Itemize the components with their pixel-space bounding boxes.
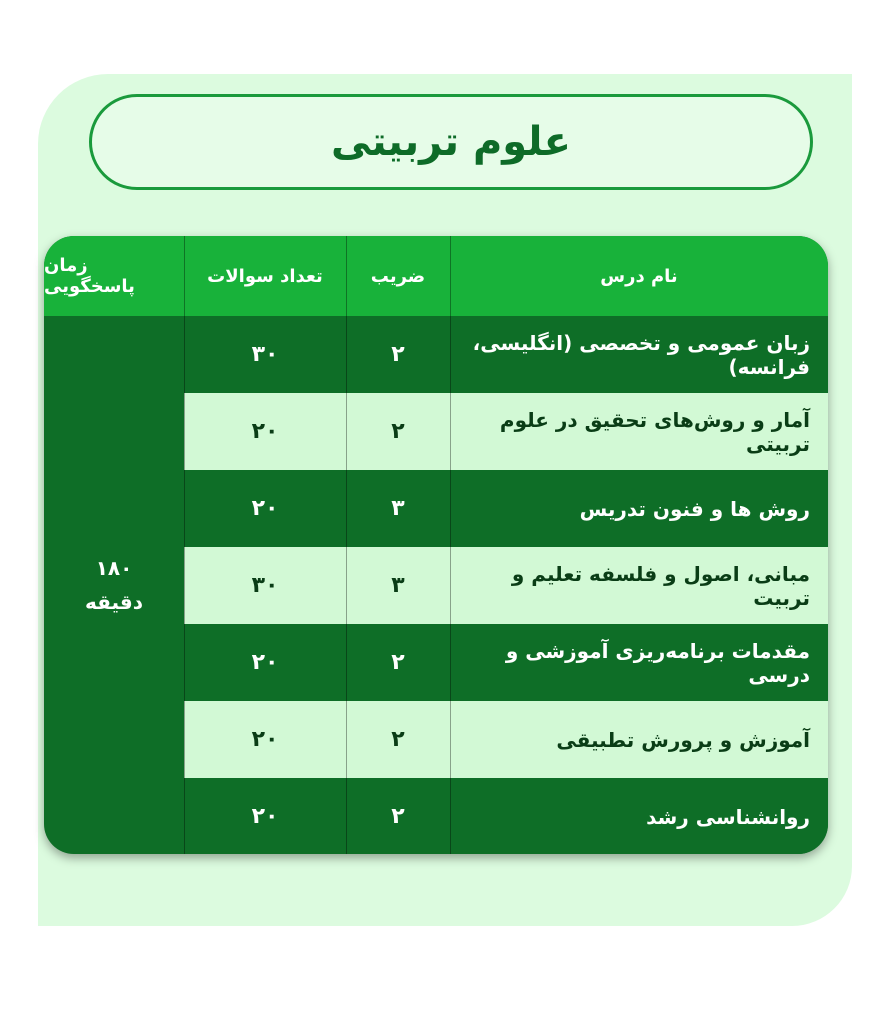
- header-count: تعداد سوالات: [207, 265, 323, 287]
- header-time: زمان پاسخگویی: [44, 255, 135, 297]
- course-name: آموزش و پرورش تطبیقی: [556, 727, 810, 752]
- course-coefficient: ۲: [391, 650, 405, 675]
- table-row: [184, 778, 828, 854]
- table-row: [184, 701, 828, 778]
- time-unit: دقیقه: [84, 590, 144, 614]
- table-row: [184, 470, 828, 547]
- question-count: ۲۰: [251, 496, 279, 521]
- question-count: ۲۰: [251, 650, 279, 675]
- course-name: روانشناسی رشد: [646, 804, 810, 829]
- course-name: آمار و روش‌های تحقیق در علوم تربیتی: [499, 407, 810, 456]
- question-count: ۳۰: [251, 573, 279, 598]
- table-row: [184, 316, 828, 393]
- column-divider: [184, 236, 185, 854]
- table-row: [184, 393, 828, 470]
- page-title: علوم تربیتی: [330, 119, 572, 165]
- course-coefficient: ۲: [391, 342, 405, 367]
- table-row: [184, 547, 828, 624]
- course-name: روش ها و فنون تدریس: [579, 496, 810, 521]
- time-cell: [44, 316, 184, 854]
- course-name: مبانی، اصول و فلسفه تعلیم و تربیت: [511, 561, 810, 610]
- title-box: [89, 94, 813, 190]
- column-divider: [346, 236, 347, 854]
- course-coefficient: ۳: [391, 573, 405, 598]
- time-value: ۱۸۰: [95, 556, 133, 580]
- question-count: ۲۰: [251, 804, 279, 829]
- course-coefficient: ۲: [391, 727, 405, 752]
- question-count: ۲۰: [251, 727, 279, 752]
- header-course: نام درس: [600, 265, 678, 287]
- course-coefficient: ۲: [391, 419, 405, 444]
- course-name: مقدمات برنامه‌ریزی آموزشی و درسی: [505, 638, 810, 687]
- question-count: ۳۰: [251, 342, 279, 367]
- exam-table: [44, 236, 828, 854]
- course-coefficient: ۳: [391, 496, 405, 521]
- course-name: زبان عمومی و تخصصی (انگلیسی، فرانسه): [472, 330, 810, 379]
- course-coefficient: ۲: [391, 804, 405, 829]
- question-count: ۲۰: [251, 419, 279, 444]
- column-divider: [450, 236, 451, 854]
- header-coefficient: ضریب: [370, 265, 426, 287]
- table-header: [44, 236, 828, 316]
- table-row: [184, 624, 828, 701]
